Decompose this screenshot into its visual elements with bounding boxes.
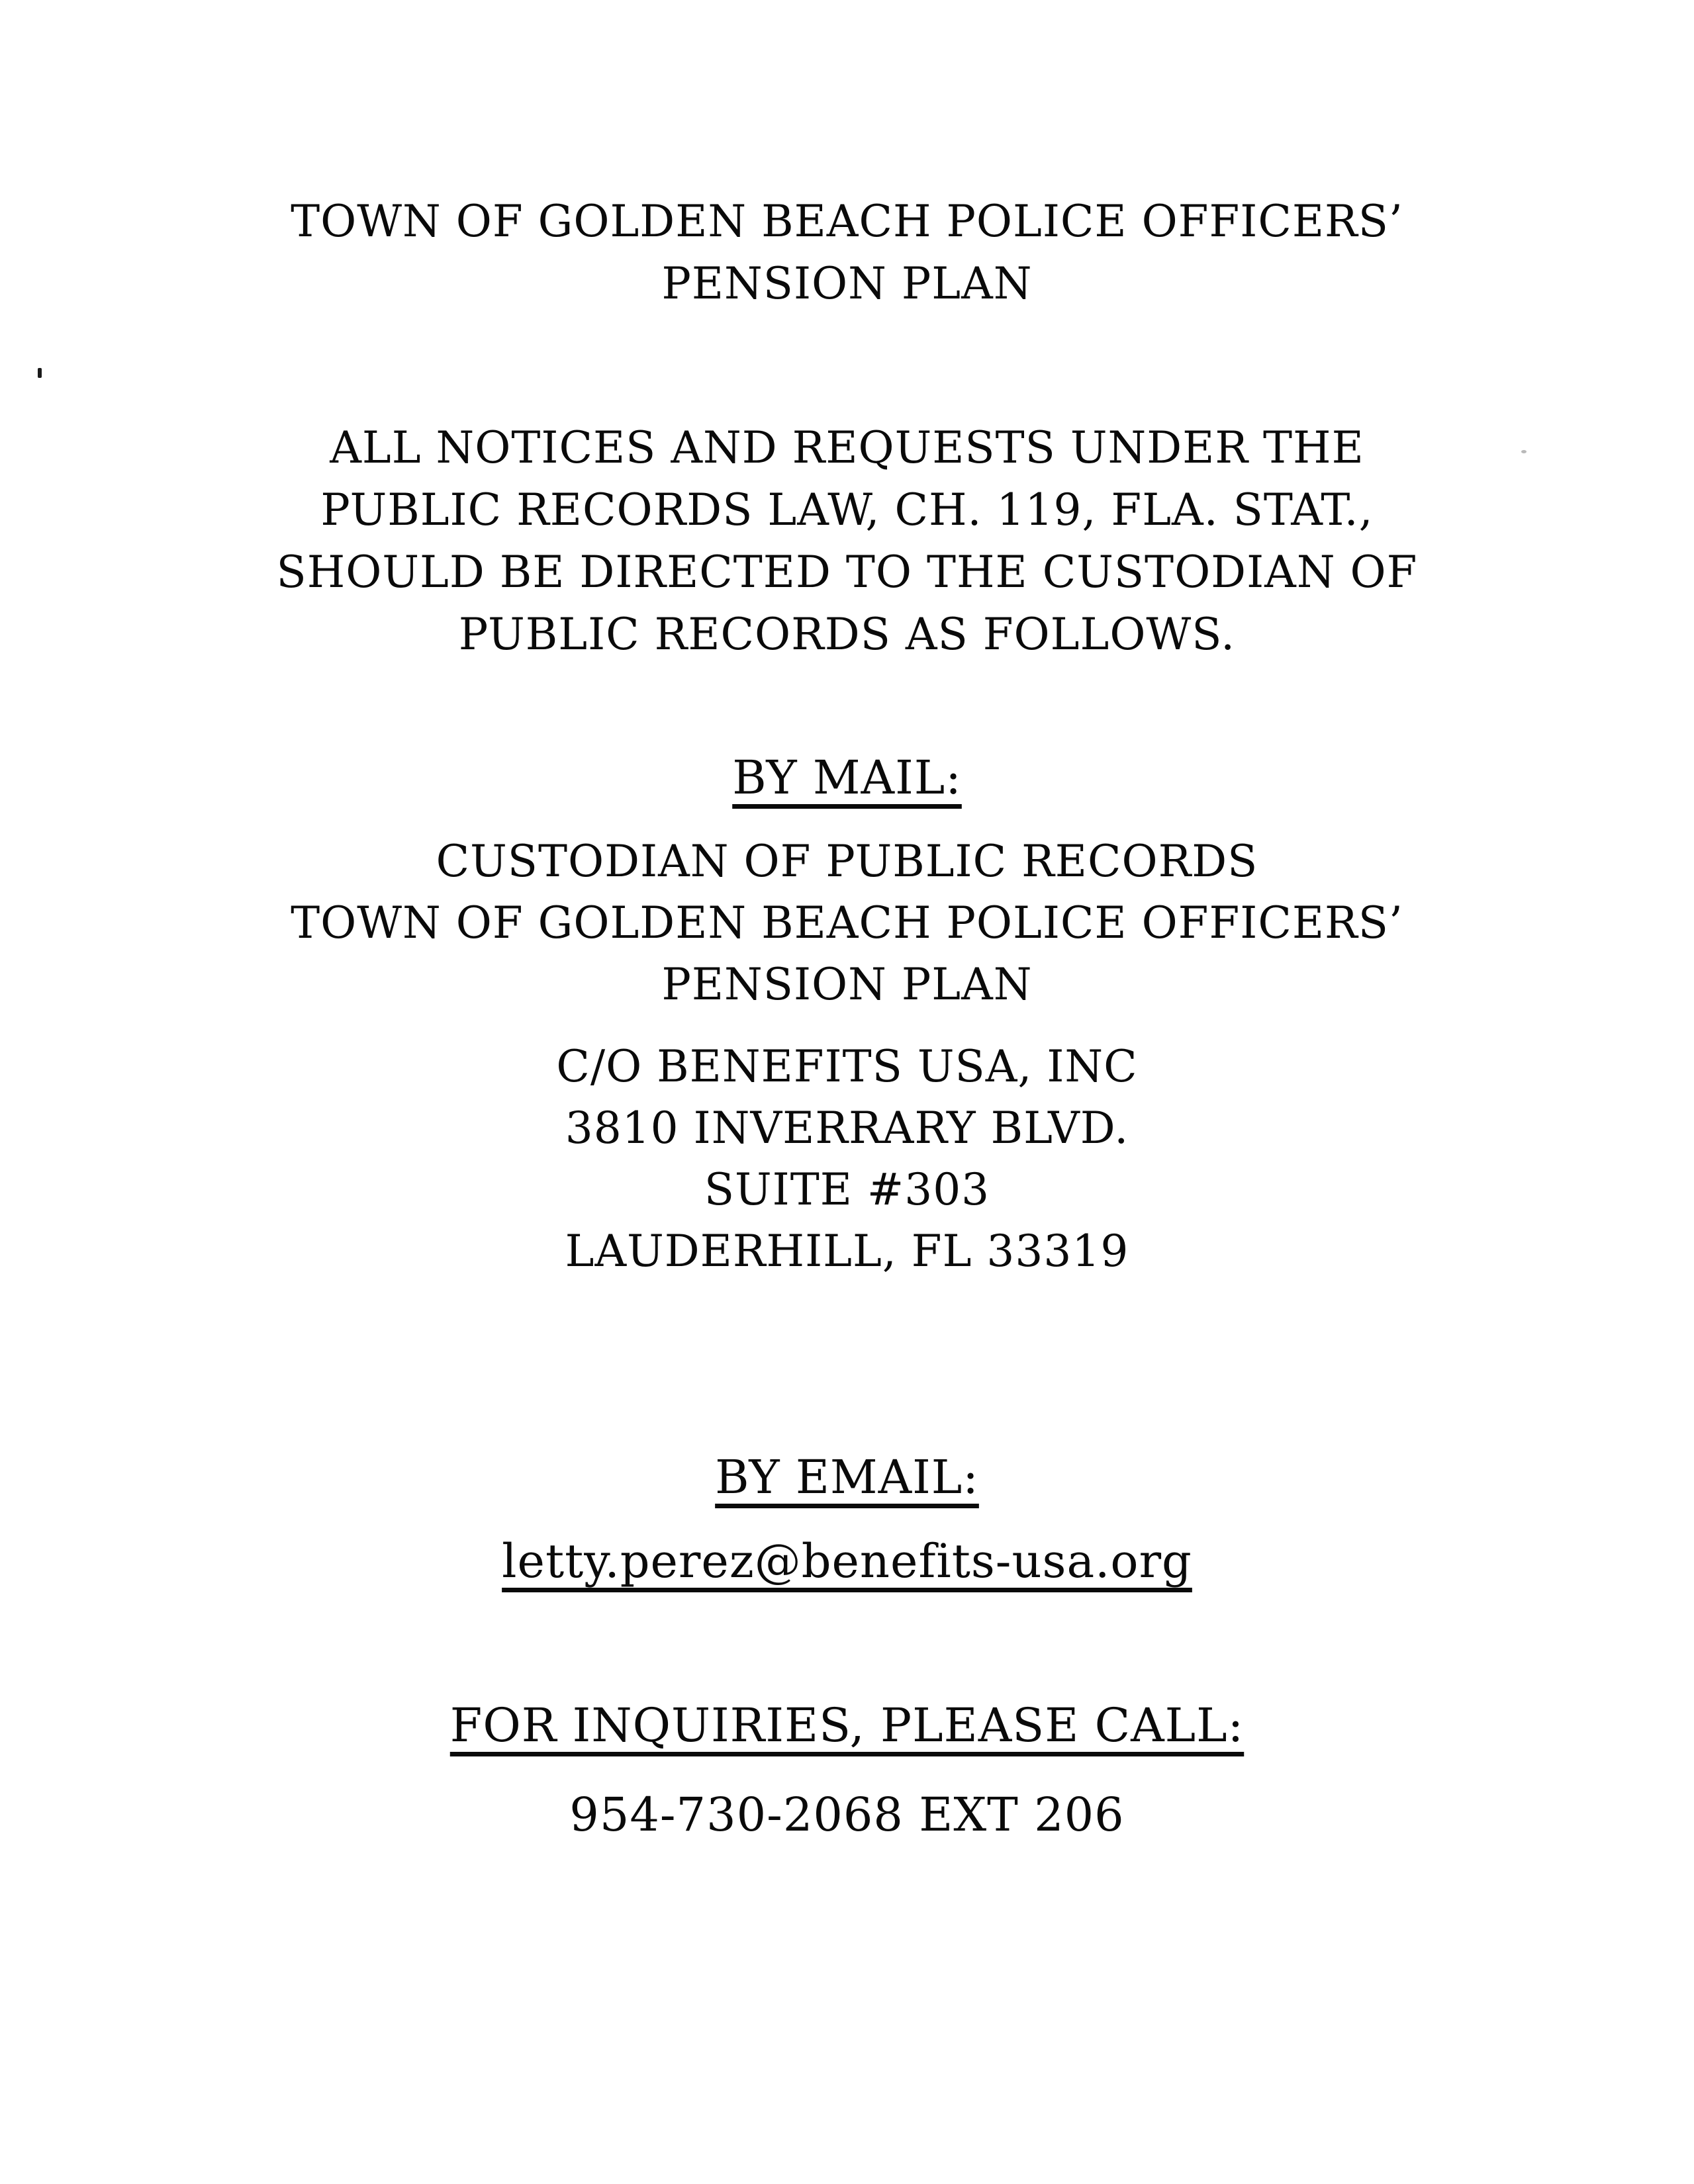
email-address: [0, 1530, 1694, 1594]
by-email-heading: [0, 1446, 1694, 1508]
notice-line: PUBLIC RECORDS LAW, CH. 119, FLA. STAT.,: [320, 484, 1374, 535]
notice-paragraph: [0, 417, 1694, 666]
mail-recipient: [0, 831, 1694, 1015]
by-mail-heading-text: BY MAIL:: [732, 751, 962, 805]
inquiries-heading: [0, 1694, 1694, 1756]
recipient-line: TOWN OF GOLDEN BEACH POLICE OFFICERS’: [291, 897, 1403, 948]
address-line: C/O BENEFITS USA, INC: [556, 1041, 1138, 1092]
address-line: 3810 INVERRARY BLVD.: [565, 1103, 1129, 1154]
phone-number: [0, 1784, 1694, 1847]
title-line: PENSION PLAN: [661, 258, 1033, 309]
notice-line: ALL NOTICES AND REQUESTS UNDER THE: [330, 422, 1364, 473]
recipient-line: CUSTODIAN OF PUBLIC RECORDS: [436, 836, 1258, 887]
recipient-line: PENSION PLAN: [661, 959, 1033, 1010]
inquiries-heading-text: FOR INQUIRIES, PLEASE CALL:: [449, 1698, 1245, 1752]
mail-address: [0, 1036, 1694, 1282]
email-address-text: letty.perez@benefits-usa.org: [502, 1534, 1192, 1588]
address-line: LAUDERHILL, FL 33319: [565, 1226, 1129, 1277]
scan-artifact-dot: [1521, 450, 1527, 453]
by-email-heading-text: BY EMAIL:: [715, 1450, 979, 1504]
address-line: SUITE #303: [704, 1164, 990, 1215]
phone-number-text: 954-730-2068 EXT 206: [569, 1788, 1125, 1842]
scan-artifact-mark: [38, 368, 42, 378]
notice-line: PUBLIC RECORDS AS FOLLOWS.: [458, 609, 1236, 660]
title-line: TOWN OF GOLDEN BEACH POLICE OFFICERS’: [291, 196, 1403, 247]
document-title: [0, 191, 1694, 315]
notice-line: SHOULD BE DIRECTED TO THE CUSTODIAN OF: [276, 547, 1418, 598]
by-mail-heading: [0, 747, 1694, 809]
